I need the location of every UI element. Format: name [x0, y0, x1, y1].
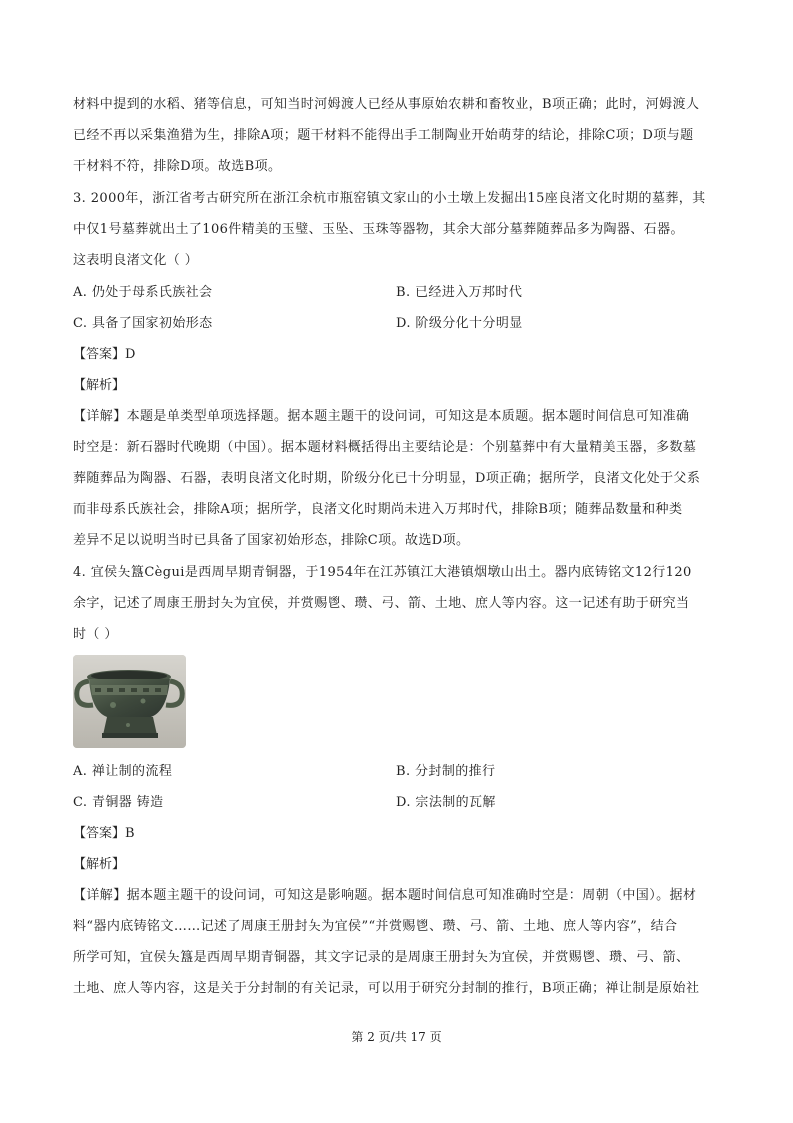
analysis-text: 时空是：新石器时代晚期（中国）。据本题材料概括得出主要结论是：个别墓葬中有大量精美玉器，多数墓 [73, 440, 697, 455]
analysis-label: 【解析】 [73, 378, 126, 393]
option-d: D. 宗法制的瓦解 [396, 795, 496, 810]
question-3-stem: 中仅1号墓葬就出土了106件精美的玉璧、玉坠、玉珠等器物，其余大部分墓葬随葬品多为陶器、石器。 [73, 222, 684, 237]
analysis-label: 【解析】 [73, 857, 126, 872]
option-d: D. 阶级分化十分明显 [396, 316, 523, 331]
option-c: C. 青铜器 铸造 [73, 795, 164, 810]
text-line: 干材料不符，排除D项。故选B项。 [73, 159, 282, 174]
bronze-vessel-icon [73, 655, 186, 748]
analysis-text: 料“器内底铸铭文……记述了周康王册封夨为宜侯”“并赏赐鬯、瓒、弓、箭、土地、庶人等内容”，结合 [73, 919, 678, 934]
answer-label: 【答案】B [73, 826, 135, 841]
question-3-stem: 这表明良渚文化（ ） [73, 253, 199, 268]
question-3-stem: 3. 2000年，浙江省考古研究所在浙江余杭市瓶窑镇文家山的小土墩上发掘出15座良渚文化时期的墓葬，其 [73, 191, 706, 206]
text-line: 已经不再以采集渔猎为生，排除A项；题干材料不能得出手工制陶业开始萌芽的结论，排除C项；D项与题 [73, 128, 694, 143]
option-a: A. 仍处于母系氏族社会 [73, 285, 213, 300]
analysis-text: 而非母系氏族社会，排除A项；据所学，良渚文化时期尚未进入万邦时代，排除B项；随葬品数量和种类 [73, 502, 683, 517]
option-c: C. 具备了国家初始形态 [73, 316, 213, 331]
option-b: B. 分封制的推行 [396, 764, 496, 779]
question-4-stem: 4. 宜侯夨簋Cègui是西周早期青铜器，于1954年在江苏镇江大港镇烟墩山出土。器内底铸铭文12行120 [73, 565, 692, 580]
answer-label: 【答案】D [73, 347, 136, 362]
analysis-text: 所学可知，宜侯夨簋是西周早期青铜器，其文字记录的是周康王册封夨为宜侯，并赏赐鬯、瓒、弓、箭、 [73, 950, 690, 965]
analysis-text: 葬随葬品为陶器、石器，表明良渚文化时期，阶级分化已十分明显，D项正确；据所学，良渚文化处于父系 [73, 471, 701, 486]
analysis-text: 【详解】据本题主题干的设问词，可知这是影响题。据本题时间信息可知准确时空是：周朝（中国）。据材 [73, 888, 697, 903]
page-number: 第 2 页/共 17 页 [351, 1030, 442, 1044]
analysis-text: 差异不足以说明当时已具备了国家初始形态，排除C项。故选D项。 [73, 533, 470, 548]
question-4-stem: 时（ ） [73, 627, 118, 642]
analysis-text: 【详解】本题是单类型单项选择题。据本题主题干的设问词，可知这是本质题。据本题时间信息可知准确 [73, 409, 690, 424]
analysis-text: 土地、庶人等内容，这是关于分封制的有关记录，可以用于研究分封制的推行，B项正确；禅让制是原始社 [73, 981, 700, 996]
text-line: 材料中提到的水稻、猪等信息，可知当时河姆渡人已经从事原始农耕和畜牧业，B项正确；此时，河姆渡人 [73, 97, 700, 112]
option-b: B. 已经进入万邦时代 [396, 285, 523, 300]
option-a: A. 禅让制的流程 [73, 764, 173, 779]
bronze-vessel-image [73, 655, 186, 748]
question-4-stem: 余字，记述了周康王册封夨为宜侯，并赏赐鬯、瓒、弓、箭、土地、庶人等内容。这一记述有助于研究当 [73, 596, 690, 611]
